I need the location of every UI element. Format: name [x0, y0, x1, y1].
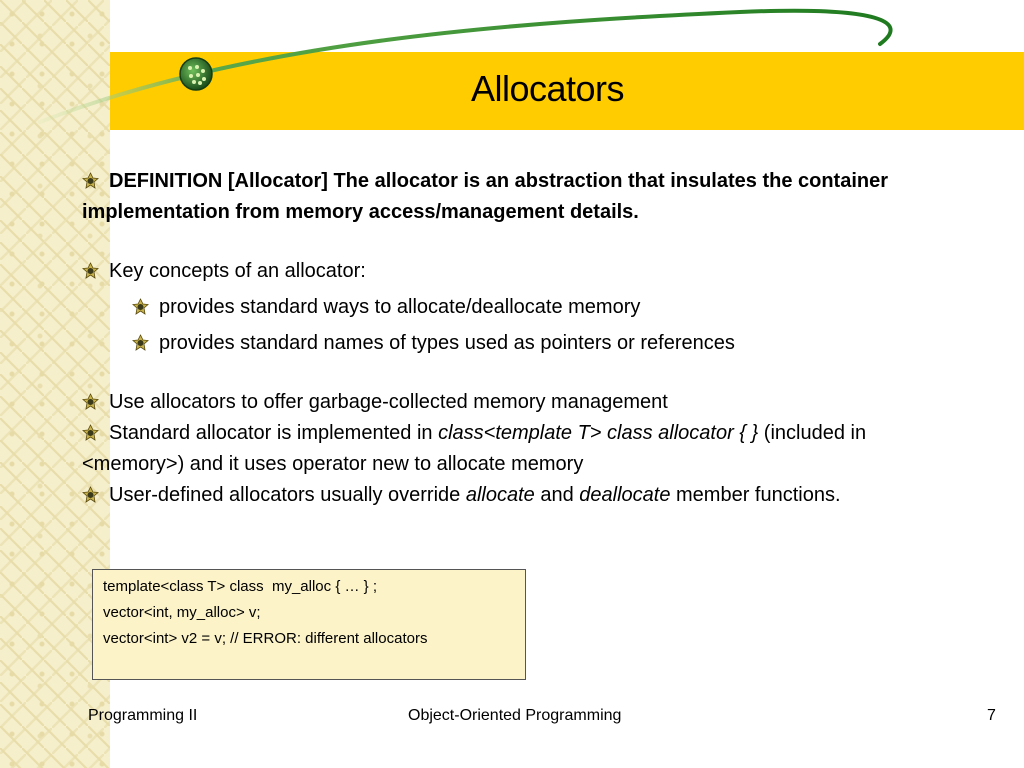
- standard-alloc: class allocator { }: [601, 422, 759, 444]
- page-number: 7: [987, 707, 996, 724]
- user-allocate: allocate: [465, 484, 535, 506]
- sub-bullet-allocate: [132, 292, 962, 323]
- standard-template: <template T>: [483, 422, 602, 444]
- bullet-icon: [82, 262, 99, 279]
- bullet-definition: [82, 166, 962, 228]
- user-prefix: User-defined allocators usually override: [109, 484, 466, 506]
- bullet-standard-allocator: [82, 418, 962, 480]
- bullet-icon: [82, 424, 99, 441]
- code-line: vector<int> v2 = v; // ERROR: different allocators: [103, 630, 428, 647]
- standard-class: class: [438, 422, 484, 444]
- sub2-text: provides standard names of types used as pointers or references: [159, 332, 735, 354]
- use-gc-text: Use allocators to offer garbage-collected memory management: [109, 391, 668, 413]
- bullet-icon: [82, 172, 99, 189]
- definition-label: DEFINITION [Allocator]: [109, 170, 328, 192]
- code-example-box: [92, 569, 526, 680]
- sub1-text: provides standard ways to allocate/deallocate memory: [159, 296, 641, 318]
- bullet-icon: [82, 486, 99, 503]
- definition-text: The allocator is an abstraction that insulates the container implementation from memory access/management details.: [82, 170, 889, 223]
- slide-title: Allocators: [470, 68, 625, 109]
- code-line: template<class T> class my_alloc { … } ;: [103, 578, 378, 595]
- bullet-key-concepts: [82, 256, 962, 287]
- user-and: and: [534, 484, 580, 506]
- sub-bullet-types: [132, 328, 962, 359]
- key-concepts-text: Key concepts of an allocator:: [109, 260, 366, 282]
- code-line: vector<int, my_alloc> v;: [103, 604, 261, 621]
- bullet-user-defined: [82, 480, 962, 511]
- bullet-icon: [132, 334, 149, 351]
- user-suffix: member functions.: [670, 484, 841, 506]
- standard-prefix: Standard allocator is implemented in: [109, 422, 439, 444]
- bullet-icon: [82, 393, 99, 410]
- footer-center: Object-Oriented Programming: [408, 707, 622, 724]
- bullet-garbage-collected: [82, 387, 962, 418]
- user-deallocate: deallocate: [579, 484, 671, 506]
- slide-content: [82, 166, 962, 511]
- standard-suffix: (included in <memory>) and it uses operator new to allocate memory: [82, 422, 867, 475]
- bullet-icon: [132, 298, 149, 315]
- footer-left: Programming II: [88, 707, 198, 724]
